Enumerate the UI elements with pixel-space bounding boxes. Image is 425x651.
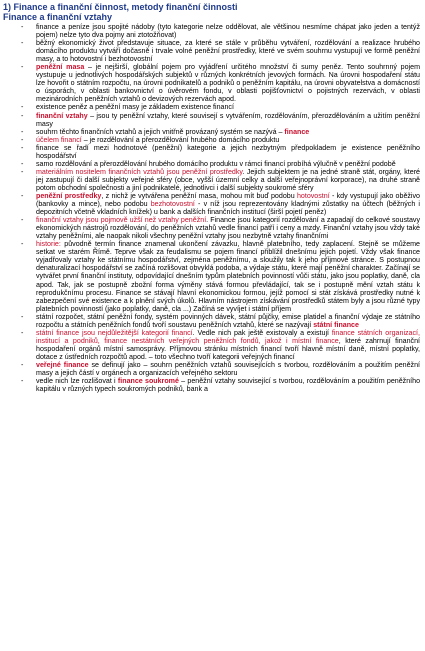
list-item	[3, 128, 422, 136]
body-text: samo rozdělování a přerozdělování hrubého domácího produktu v rámci financí probíhá výlučně v peněžní podobě	[36, 159, 396, 168]
list-item	[3, 313, 422, 329]
list-item	[3, 168, 422, 192]
highlighted-text: materiálním nositelem finančních vztahů jsou peněžní prostředky	[36, 167, 243, 176]
body-text: běžný ekonomický život představuje situace, za které se stále v průběhu vytváření, rozdělování a realizace hrubého domácího produktu vytváří dočasně i trvale volné peněžní prostředky, které ve svém souhrnu vystupují ve formě peněžní masy, a to hotovostní i bezhotovostní	[36, 39, 420, 64]
list-item	[3, 39, 422, 63]
list-item	[3, 160, 422, 168]
body-text: – je rozdělování a přerozdělování hrubého domácího produktu	[81, 135, 280, 144]
body-text: , které zahrnují finanční hospodaření orgánů místní samosprávy. Příjmovou stránku místních financí tvoří hlavně místní daně, místní poplatky, dotace z ústředních rozpočtů apod. – toto všechno tvoří kategorii veřejných financí	[36, 336, 420, 361]
body-text: finance se řadí mezi hodnotové (peněžní) kategorie a jejich nezbytným předpokladem je existence peněžního hospodářství	[36, 143, 420, 160]
highlighted-text: finance soukromé	[117, 377, 179, 386]
list-item	[3, 329, 422, 361]
list-item	[3, 192, 422, 216]
highlighted-text: finance	[284, 127, 310, 136]
body-text: . Jejich subjektem je na jedné straně stát, orgány, které jej zastupují či další subjekty veřejné sféry (obce, vyšší územní celky a další veřejnoprávní korporace), na druhé straně potom obchodní společnosti a jiní podnikatelé, jednotlivci i další subjekty soukromé sféry	[36, 167, 420, 192]
list-item	[3, 103, 422, 111]
highlighted-text: účelem financí	[36, 135, 82, 144]
body-text: finance a peníze jsou spojité nádoby (tyto kategorie nelze oddělovat, ale většinou nesmíme chápat jako jeden a tentýž pojem) nelze tyto dva pojmy ani ztotožňovat)	[36, 23, 420, 40]
list-item	[3, 240, 422, 312]
highlighted-text: finanční vztahy jsou pojmově užší než vztahy peněžní	[36, 216, 207, 225]
list-item	[3, 63, 422, 103]
bullet-list	[3, 23, 422, 393]
list-item	[3, 23, 422, 39]
highlighted-text: státní finance	[313, 320, 359, 329]
body-text: - v níž jsou reprezentovány kladnými zůstatky na účtech (běžných i depozitních včetně vkladních knížek) u bank a dalších finančních institucí (širší pojetí peněz)	[36, 200, 420, 217]
highlighted-text: finance státních organizací, institucí a podniků, finance nestátních veřejných peněžních fondů, jakož i místní finance	[36, 328, 420, 345]
list-item	[3, 144, 422, 160]
body-text: státní rozpočet, státní peněžní fondy, systém povinných dávek, státní půjčky, emise platidel a finanční výdaje ze státního rozpočtu a státních peněžních fondů tvoří soustavu peněžních vztahů, které se nazývají	[36, 312, 420, 329]
body-text: , z nichž je vytvářena peněžní masa, mohou mít buď podobu	[101, 191, 297, 200]
body-text: - kdy vystupují jako oběživo (bankovky a mince), nebo podobu	[36, 191, 421, 209]
body-text: vedle nich lze rozlišovat i	[36, 377, 118, 386]
list-item	[3, 377, 422, 393]
highlighted-text: bezhotovostní	[150, 200, 195, 209]
list-item	[3, 136, 422, 144]
highlighted-text: historie:	[36, 240, 61, 249]
highlighted-text: státní finance jsou nejdůležitější kategorií financí	[36, 328, 193, 337]
highlighted-text: finanční vztahy	[36, 111, 88, 120]
body-text: – peněžní vztahy související s tvorbou, rozdělováním a použitím peněžního kapitálu v různých typech soukromých podniků, bank a	[36, 377, 421, 394]
body-text: – je nejširší, globální pojem pro vyjádření určitého množství či sumy peněz. Tento souhrnný pojem vystupuje u jednotlivých hospodářských subjektů v různých konkrétních jevových formách. Na úrovni hospodaření státu lze hovořit o státním rozpočtu, na úrovni podnikatelů a podniků o peněžním kapitálu, na úrovni obyvatelstva a domácností o úsporách, v oblasti bankovnictví o úvěrovém fondu, v oblasti pojišťovnictví o pojistných rezervách, v oblasti mezinárodních peněžních vztahů o devizových rezervách apod.	[36, 63, 420, 104]
body-text: existence peněz a peněžní masy je základem existence financí	[36, 103, 234, 112]
list-item	[3, 361, 422, 377]
highlighted-text: peněžní prostředky	[36, 191, 102, 200]
list-item	[3, 216, 422, 240]
section-heading: 1) Finance a finanční činnost, metody finanční činnosti	[3, 2, 238, 12]
body-text: – jsou ty peněžní vztahy, které souvisejí s vytvářením, rozdělováním, přerozdělováním a užitím peněžní masy	[36, 111, 420, 128]
body-text: souhrn těchto finančních vztahů a jejich vnitřně provázaný systém se nazývá –	[36, 127, 285, 136]
body-text: . Vedle nich pak ještě existovaly a existují	[192, 328, 332, 337]
body-text: původně termín finance znamenal ukončení závazku, hlavně platebního, tedy zaplacení. Stejně se můžeme setkat ve starém Římě. Teprve však za feudalismu se pojem financí přiblížil dnešnímu jejich pojetí. Vždy však finance vyjadřovaly vztahy ke státnímu hospodářství, zejména peněžnímu, a sloužily tak k jeho příjmové stránce. S postupnou denaturalizací hospodářství se začíná rozlišovat obvyklá podoba, a výdaje státu, které mají peněžní charakter. Začínají se vytvářet první finanční instituty, odpovídající dnešním typům platebních povinností vůči státu, jako jsou poplatky, daně, cla apod. Tak, jak se postupně zbožní forma výměny stává formou převládající, tak se i postupně mění vztah státu k reprodukčnímu procesu. Finance se stávají hlavní ekonomickou formou, jejíž pomocí si stát získává prostředky nutné k zabezpečení své existence a k plnění svých úkolů. Hlavním nástrojem získávání prostředků státem byly a jsou různé typy platebních povinností (jako poplatky, daně, cla ...) Začíná se vyvíjet i státní příjem	[36, 240, 420, 313]
list-item	[3, 112, 422, 128]
highlighted-text: peněžní masa	[36, 63, 85, 72]
highlighted-text: hotovostní	[296, 191, 330, 200]
body-text: se definují jako – souhrn peněžních vztahů souvisejících s tvorbou, rozdělováním a použitím peněžní masy a jejich částí v orgánech a organizacích veřejného sektoru	[36, 360, 420, 378]
body-text: . Finance jsou kategorií rozdělování a zapadají do celkové soustavy ekonomických nástrojů rozdělování, do peněžních vztahů vedle financí patří i ceny a mzdy. Finanční vztahy jsou vždy také vztahy peněžními, ale naopak nikoli všechny peněžní vztahy jsou nezbytně vztahy finančními	[36, 216, 420, 241]
highlighted-text: veřejné finance	[36, 360, 89, 369]
subsection-heading: Finance a finanční vztahy	[3, 12, 113, 22]
